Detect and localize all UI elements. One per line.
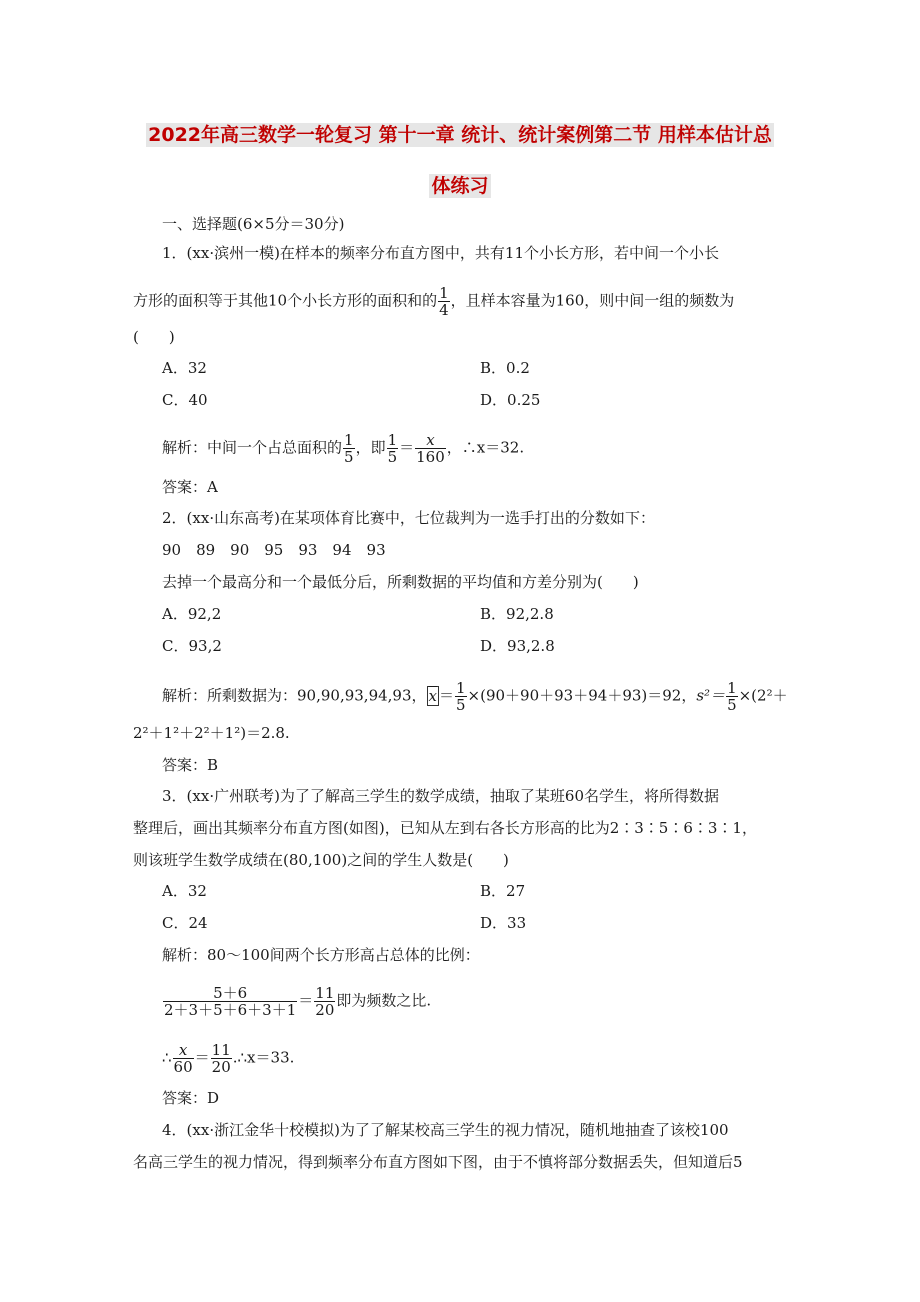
- q3-line3: 则该班学生数学成绩在(80,100)之间的学生人数是( ): [133, 851, 509, 869]
- q1-line3: ( ): [133, 328, 175, 346]
- q2-option-a: A．92,2: [162, 605, 222, 623]
- q2-option-b: B．92,2.8: [480, 605, 554, 623]
- q3-solution-line3: ∴ $\frac{x}{60}$ ＝ $\frac{11}{20}$ .∴x＝33.: [162, 1041, 295, 1076]
- section-heading: 一、选择题(6×5分＝30分): [162, 215, 345, 233]
- q1-option-c: C．40: [162, 391, 208, 409]
- q2-option-c: C．93,2: [162, 637, 222, 655]
- q2-scores: 90 89 90 95 93 94 93: [162, 541, 386, 559]
- q2-line3: 去掉一个最高分和一个最低分后，所剩数据的平均值和方差分别为( ): [162, 573, 639, 591]
- q3-option-d: D．33: [480, 914, 527, 932]
- q1-line2: 方形的面积等于其他10个小长方形的面积和的 $\frac{1}{4}$ ，且样本容量为160，则中间一组的频数为: [133, 284, 735, 319]
- q3-option-b: B．27: [480, 882, 526, 900]
- q4-line2: 名高三学生的视力情况，得到频率分布直方图如下图，由于不慎将部分数据丢失，但知道后5: [133, 1153, 743, 1171]
- q2-option-d: D．93,2.8: [480, 637, 555, 655]
- fraction: $\frac{1}{4}$: [439, 284, 449, 319]
- q1-option-a: A．32: [162, 359, 207, 377]
- q4-line1: 4．(xx·浙江金华十校模拟)为了了解某校高三学生的视力情况，随机地抽查了该校100: [162, 1121, 729, 1139]
- doc-title-line2: 体练习: [431, 175, 489, 197]
- q1-option-d: D．0.25: [480, 391, 541, 409]
- q2-solution-line2: 2²＋1²＋2²＋1²)＝2.8.: [133, 724, 290, 742]
- q2-line1: 2．(xx·山东高考)在某项体育比赛中，七位裁判为一选手打出的分数如下：: [162, 509, 655, 527]
- q1-answer: 答案：A: [162, 478, 218, 496]
- q2-solution: 解析：所剩数据为：90,90,93,94,93， $\overline{x}$ ＝ $\frac{1}{5}$ ×(90＋90＋93＋94＋93)＝92，s²＝ $\frac{1}{5}$ ×(2²＋: [162, 679, 788, 714]
- q3-line2: 整理后，画出其频率分布直方图(如图)，已知从左到右各长方形高的比为2∶3∶5∶6∶3∶1，: [133, 819, 757, 837]
- q3-solution-line1: 解析：80～100间两个长方形高占总体的比例：: [162, 946, 480, 964]
- q3-answer: 答案：D: [162, 1089, 220, 1107]
- q2-answer: 答案：B: [162, 756, 219, 774]
- q3-option-a: A．32: [162, 882, 207, 900]
- q3-solution-line2: $\frac{5+6}{2+3+5+6+3+1}$ ＝ $\frac{11}{20}$ 即为频数之比.: [164, 984, 432, 1019]
- doc-title-line1: 2022年高三数学一轮复习 第十一章 统计、统计案例第二节 用样本估计总: [148, 124, 772, 146]
- q1-line1: 1．(xx·滨州一模)在样本的频率分布直方图中，共有11个小长方形，若中间一个小长: [162, 244, 720, 262]
- q1-option-b: B．0.2: [480, 359, 530, 377]
- q3-option-c: C．24: [162, 914, 208, 932]
- q1-solution: 解析：中间一个占总面积的 $\frac{1}{5}$ ，即 $\frac{1}{5}$ ＝ $\frac{x}{160}$ ，∴x＝32.: [162, 431, 525, 466]
- q3-line1: 3．(xx·广州联考)为了了解高三学生的数学成绩，抽取了某班60名学生，将所得数据: [162, 787, 720, 805]
